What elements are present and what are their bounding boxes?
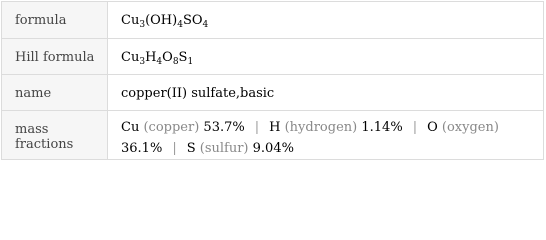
mass-fractions-value [108, 111, 544, 160]
hill-formula-part: Cu [121, 50, 140, 65]
element-name: (copper) [143, 120, 200, 135]
hill-formula-subscript: 3 [139, 57, 146, 67]
mass-fraction-item-o-percent [121, 141, 162, 156]
separator: | [412, 120, 418, 135]
element-symbol: Cu [121, 120, 140, 135]
hill-formula-value [108, 39, 544, 75]
formula-part: (OH) [145, 13, 178, 28]
element-symbol: O [427, 120, 438, 135]
hill-formula-part: S [178, 50, 188, 65]
element-percent: 53.7% [203, 120, 245, 135]
element-name: (hydrogen) [284, 120, 358, 135]
mass-fraction-item-s [187, 141, 294, 156]
table-row-mass-fractions [2, 111, 544, 160]
mass-fraction-item-o [427, 120, 499, 135]
mass-fraction-item-h [269, 120, 403, 135]
table-row-hill-formula [2, 39, 544, 75]
element-percent: 9.04% [252, 141, 294, 156]
element-percent: 36.1% [121, 141, 163, 156]
hill-formula-part: O [162, 50, 173, 65]
formula-value [108, 2, 544, 39]
formula-part: Cu [121, 13, 140, 28]
formula-part: SO [182, 13, 203, 28]
table-row-formula [2, 2, 544, 39]
mass-fraction-item-cu [121, 120, 245, 135]
formula-label: formula [2, 2, 108, 39]
element-percent: 1.14% [361, 120, 403, 135]
hill-formula-part: H [145, 50, 157, 65]
hill-formula-subscript: 1 [187, 57, 194, 67]
properties-table [1, 1, 544, 160]
element-symbol: H [269, 120, 281, 135]
formula-subscript: 4 [202, 20, 209, 30]
element-symbol: S [186, 141, 196, 156]
hill-formula-label: Hill formula [2, 39, 108, 75]
element-name: (oxygen) [441, 120, 499, 135]
hill-formula-subscript: 8 [172, 57, 179, 67]
mass-fractions-list [121, 117, 543, 159]
separator: | [254, 120, 260, 135]
name-value: copper(II) sulfate,basic [108, 75, 544, 111]
hill-formula-subscript: 4 [156, 57, 163, 67]
formula-subscript: 3 [139, 20, 146, 30]
separator: | [172, 141, 177, 156]
element-name: (sulfur) [199, 141, 249, 156]
formula-subscript: 4 [177, 20, 183, 30]
name-label: name [2, 75, 108, 111]
mass-fractions-label: mass fractions [2, 111, 108, 160]
table-row-name [2, 75, 544, 111]
